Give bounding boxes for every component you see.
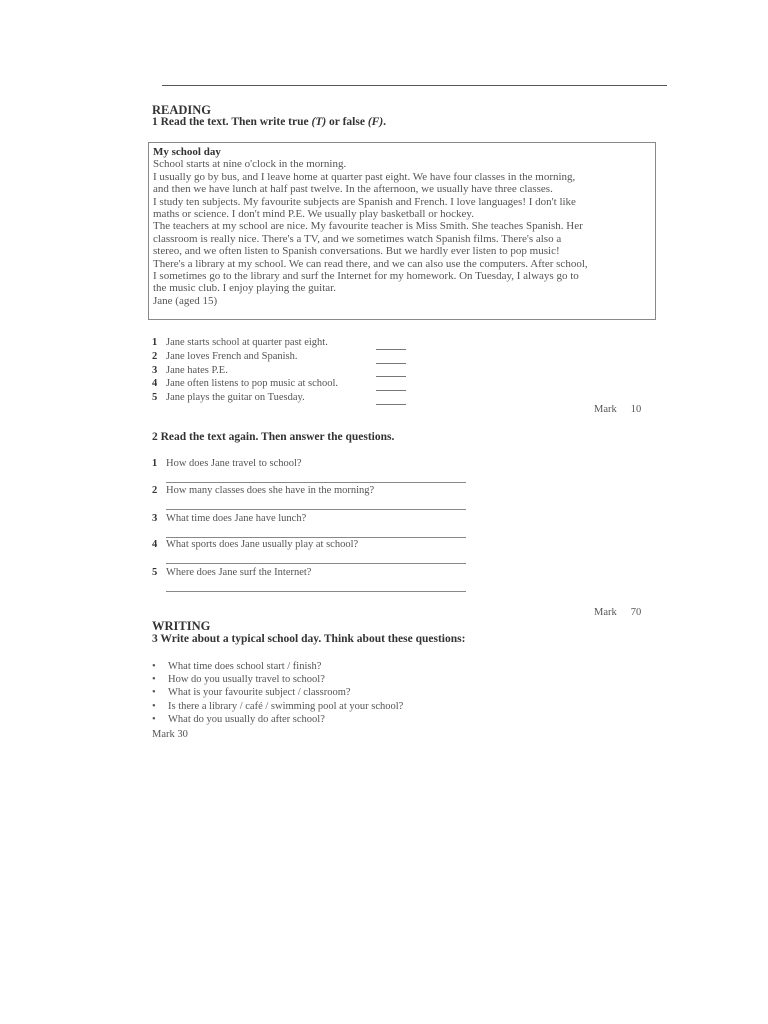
question-item [152,485,374,496]
instruction-start: 1 Read the text. Then write true [152,116,312,128]
mark-label: Mark [594,607,617,618]
list-item [152,364,406,378]
statement-text: Jane hates P.E. [166,364,228,376]
text-line: and then we have lunch at half past twelve. In the afternoon, we usually have three classes. [153,183,553,196]
mark-value: 70 [630,607,642,618]
answer-line[interactable] [166,509,466,510]
statement-text: Jane plays the guitar on Tuesday. [166,392,305,404]
text-line: the music club. I enjoy playing the guitar. [153,282,336,295]
bullet-icon: • [152,674,156,686]
bullet-text: What do you usually do after school? [168,713,325,725]
answer-blank[interactable] [376,339,406,350]
question-item [152,539,358,550]
text-line: There's a library at my school. We can read there, and we can also use the computers. After school, [153,257,588,270]
question-number: 3 [152,513,158,524]
item-number: 3 [152,364,158,376]
bullet-text: What is your favourite subject / classroom? [168,687,351,699]
text-line: stereo, and we often listen to Spanish conversations. But we hardly ever listen to pop music! [153,245,560,258]
true-false-list [152,336,406,405]
list-item [152,673,403,686]
question-text: How many classes does she have in the morning? [166,485,375,496]
question-text: What time does Jane have lunch? [166,513,307,524]
item-number: 5 [152,392,158,404]
list-item [152,660,403,673]
answer-line[interactable] [166,482,466,483]
text-title: My school day [153,146,221,158]
question-text: What sports does Jane usually play at school? [166,539,359,550]
instruction-end: . [383,116,387,128]
bullet-text: Is there a library / café / swimming pool at your school? [168,700,404,712]
item-number: 4 [152,378,158,390]
bullet-text: What time does school start / finish? [168,661,322,672]
answer-line[interactable] [166,537,466,538]
bullet-icon: • [152,661,156,672]
text-line: I sometimes go to the library and surf the Internet for my homework. On Tuesday, I always go to [153,270,579,283]
bullet-icon: • [152,687,156,699]
answer-blank[interactable] [376,394,406,405]
true-symbol: (T) [311,116,327,128]
mark-value: 10 [630,404,642,415]
bullet-icon: • [152,713,156,725]
answer-line[interactable] [166,563,466,564]
text-line: I usually go by bus, and I leave home at quarter past eight. We have four classes in the morning, [153,170,576,183]
mark-label: Mark [594,404,617,415]
statement-text: Jane starts school at quarter past eight. [166,337,328,348]
writing-heading: WRITING [152,619,211,633]
text-line: maths or science. I don't mind P.E. We usually play basketball or hockey. [153,208,474,221]
answer-blank[interactable] [376,353,406,364]
writing-instruction: 3 Write about a typical school day. Think about these questions: [152,633,466,645]
question-item [152,458,302,469]
text-line: I study ten subjects. My favourite subjects are Spanish and French. I love languages! I don't like [153,195,576,208]
reading-instruction [152,116,386,128]
list-item [152,700,403,713]
question-number: 4 [152,539,158,550]
reading-heading: READING [152,103,212,117]
mark-section-1 [594,404,641,415]
instruction-mid: or false [326,116,368,128]
question-item [152,567,311,578]
question-number: 2 [152,485,158,496]
answer-line[interactable] [166,591,466,592]
question-text: How does Jane travel to school? [166,458,302,469]
list-item [152,391,406,405]
bullet-icon: • [152,700,156,712]
list-item [152,336,406,350]
list-item [152,377,406,391]
item-number: 1 [152,337,158,348]
list-item [152,350,406,364]
bullet-text: How do you usually travel to school? [168,674,325,686]
writing-bullet-list [152,660,403,726]
mark-section-2 [594,607,641,618]
list-item [152,686,403,699]
answer-blank[interactable] [376,380,406,391]
text-line: The teachers at my school are nice. My favourite teacher is Miss Smith. She teaches Spanish. Her [153,220,583,233]
statement-text: Jane loves French and Spanish. [166,350,298,362]
question-number: 5 [152,567,158,578]
top-rule [162,85,667,86]
section-2-instruction: 2 Read the text again. Then answer the questions. [152,431,395,443]
question-text: Where does Jane surf the Internet? [166,567,312,578]
false-symbol: (F) [367,116,384,128]
answer-blank[interactable] [376,366,406,377]
text-line: School starts at nine o'clock in the morning. [153,158,347,171]
list-item [152,713,403,726]
reading-text-box [148,142,656,320]
mark-section-3: Mark 30 [152,729,188,740]
text-author: Jane (aged 15) [153,294,218,307]
text-line: classroom is really nice. There's a TV, and we sometimes watch Spanish films. There's also a [153,232,562,245]
question-item [152,513,306,524]
item-number: 2 [152,350,158,362]
question-number: 1 [152,458,158,469]
statement-text: Jane often listens to pop music at school. [166,378,339,390]
